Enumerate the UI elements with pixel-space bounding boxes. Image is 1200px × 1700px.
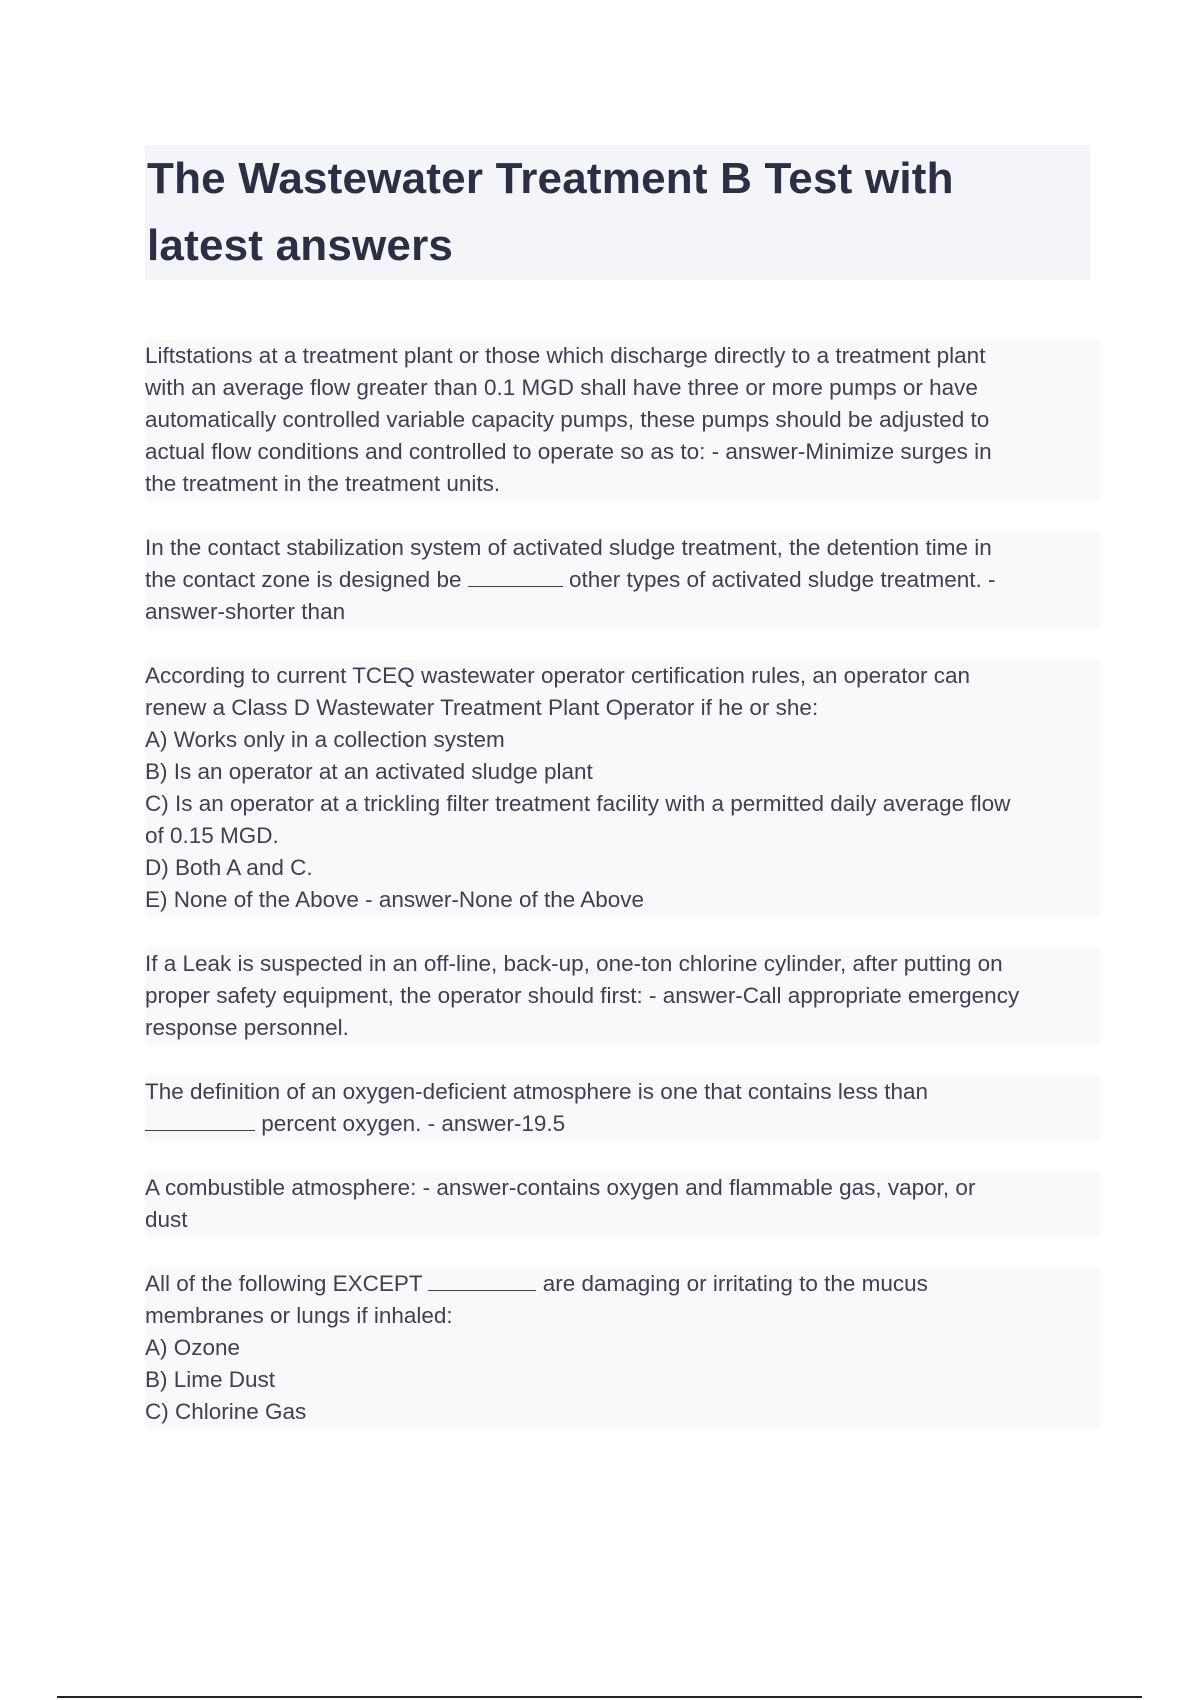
- text-line: In the contact stabilization system of activated sludge treatment, the detention time in: [145, 535, 992, 560]
- option-c: C) Chlorine Gas: [145, 1399, 307, 1424]
- footer-divider: [57, 1696, 1142, 1698]
- text-line: According to current TCEQ wastewater operator certification rules, an operator can: [145, 663, 970, 688]
- text-line: the treatment in the treatment units.: [145, 471, 501, 496]
- text-line: actual flow conditions and controlled to operate so as to: - answer-Minimize surges in: [145, 439, 992, 464]
- option-b: B) Is an operator at an activated sludge plant: [145, 759, 593, 784]
- text-segment: are damaging or irritating to the mucus: [536, 1271, 928, 1296]
- text-segment: All of the following EXCEPT: [145, 1271, 429, 1296]
- option-b: B) Lime Dust: [145, 1367, 276, 1392]
- text-line: answer-shorter than: [145, 599, 346, 624]
- option-e: E) None of the Above - answer-None of the Above: [145, 887, 645, 912]
- page-title: [147, 145, 1090, 279]
- text-line: [145, 564, 1094, 596]
- text-line: proper safety equipment, the operator should first: - answer-Call appropriate emergency: [145, 983, 1020, 1008]
- title-block: [145, 145, 1090, 280]
- option-d: D) Both A and C.: [145, 855, 313, 880]
- text-line: If a Leak is suspected in an off-line, back-up, one-ton chlorine cylinder, after putting on: [145, 951, 1003, 976]
- text-line: membranes or lungs if inhaled:: [145, 1303, 453, 1328]
- text-line: The definition of an oxygen-deficient atmosphere is one that contains less than: [145, 1079, 928, 1104]
- text-line: [145, 1108, 1094, 1140]
- question-list: [145, 340, 1100, 1460]
- text-line: response personnel.: [145, 1015, 349, 1040]
- text-line: with an average flow greater than 0.1 MGD shall have three or more pumps or have: [145, 375, 978, 400]
- text-line: of 0.15 MGD.: [145, 823, 279, 848]
- text-line: Liftstations at a treatment plant or those which discharge directly to a treatment plant: [145, 343, 986, 368]
- answer-blank: [428, 1272, 536, 1291]
- question-item-5: [145, 1076, 1100, 1140]
- text-line: renew a Class D Wastewater Treatment Plant Operator if he or she:: [145, 695, 819, 720]
- text-line: automatically controlled variable capacity pumps, these pumps should be adjusted to: [145, 407, 990, 432]
- text-line: dust: [145, 1207, 188, 1232]
- question-item-6: [145, 1172, 1100, 1236]
- text-segment: other types of activated sludge treatment. -: [562, 567, 996, 592]
- text-segment: percent oxygen. - answer-19.5: [255, 1111, 566, 1136]
- question-item-4: [145, 948, 1100, 1044]
- text-segment: the contact zone is designed be: [145, 567, 468, 592]
- answer-blank: [468, 568, 563, 587]
- title-line-2: latest answers: [147, 221, 454, 270]
- answer-blank: [145, 1112, 255, 1131]
- question-item-1: [145, 340, 1100, 500]
- question-item-3: [145, 660, 1100, 916]
- option-a: A) Works only in a collection system: [145, 727, 505, 752]
- question-item-2: [145, 532, 1100, 628]
- text-line: A combustible atmosphere: - answer-contains oxygen and flammable gas, vapor, or: [145, 1175, 976, 1200]
- option-c: C) Is an operator at a trickling filter treatment facility with a permitted daily average flow: [145, 791, 1011, 816]
- question-item-7: [145, 1268, 1100, 1428]
- title-line-1: The Wastewater Treatment B Test with: [147, 154, 954, 203]
- option-a: A) Ozone: [145, 1335, 241, 1360]
- text-line: [145, 1268, 1094, 1300]
